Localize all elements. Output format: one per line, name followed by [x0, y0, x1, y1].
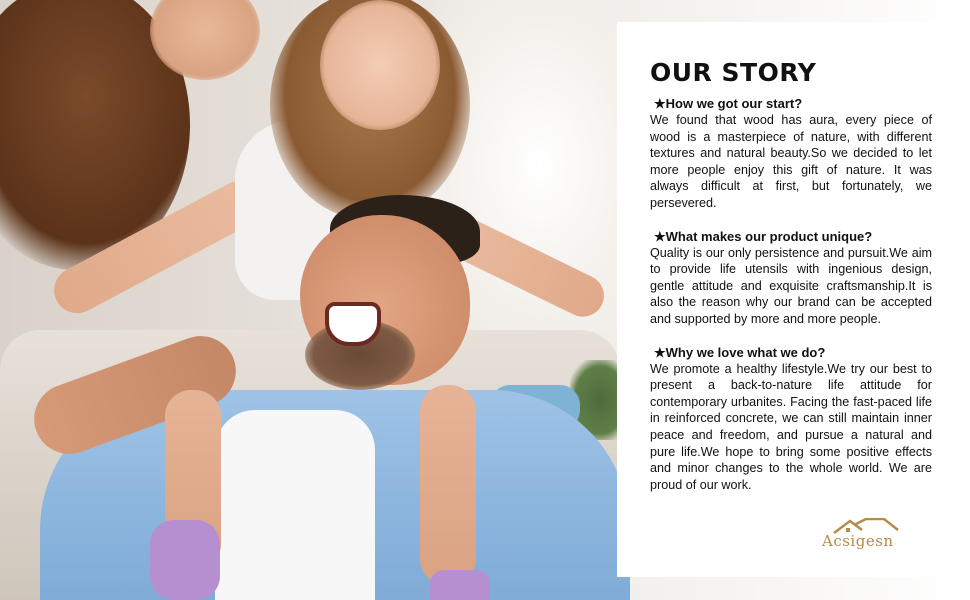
man-mouth: [325, 302, 381, 346]
story-title: OUR STORY: [650, 58, 817, 87]
story-section: [650, 344, 932, 494]
brand-logo: [822, 518, 917, 558]
girl-right-leg: [420, 385, 476, 585]
section-answer: We found that wood has aura, every piece of wood is a masterpiece of nature, with different textures and natural beauty.So we decided to let more people enjoy this gift of nature. It was always difficult at first, but fortunately, we persevered.: [650, 113, 932, 210]
section-question: ★Why we love what we do?: [654, 344, 826, 360]
section-question: ★How we got our start?: [654, 96, 803, 111]
story-section: [650, 95, 932, 212]
girl-left-sock: [150, 520, 220, 600]
brand-name: Acsigesn: [822, 532, 894, 550]
girl-face: [320, 0, 440, 130]
girl-right-sock: [430, 570, 490, 600]
story-section: [650, 228, 932, 328]
section-answer: Quality is our only persistence and pursuit.We aim to provide life utensils with ingenious design, gentle attitude and exquisite craftsmanship.It is also the reason why our brand can be accepted and supported by more and more people.: [650, 245, 932, 326]
story-panel: [617, 22, 970, 577]
section-question: ★What makes our product unique?: [654, 228, 873, 244]
man-undershirt: [215, 410, 375, 600]
section-answer: We promote a healthy lifestyle.We try our best to present a back-to-nature life attitude for contemporary urbanites. Facing the fast-paced life in reinforced concrete, we can still maintain inner peace and freedom, and pursue a natural and pure life.We hope to bring some positive effects and minor changes to the whole world. We are proud of our work.: [650, 361, 932, 492]
